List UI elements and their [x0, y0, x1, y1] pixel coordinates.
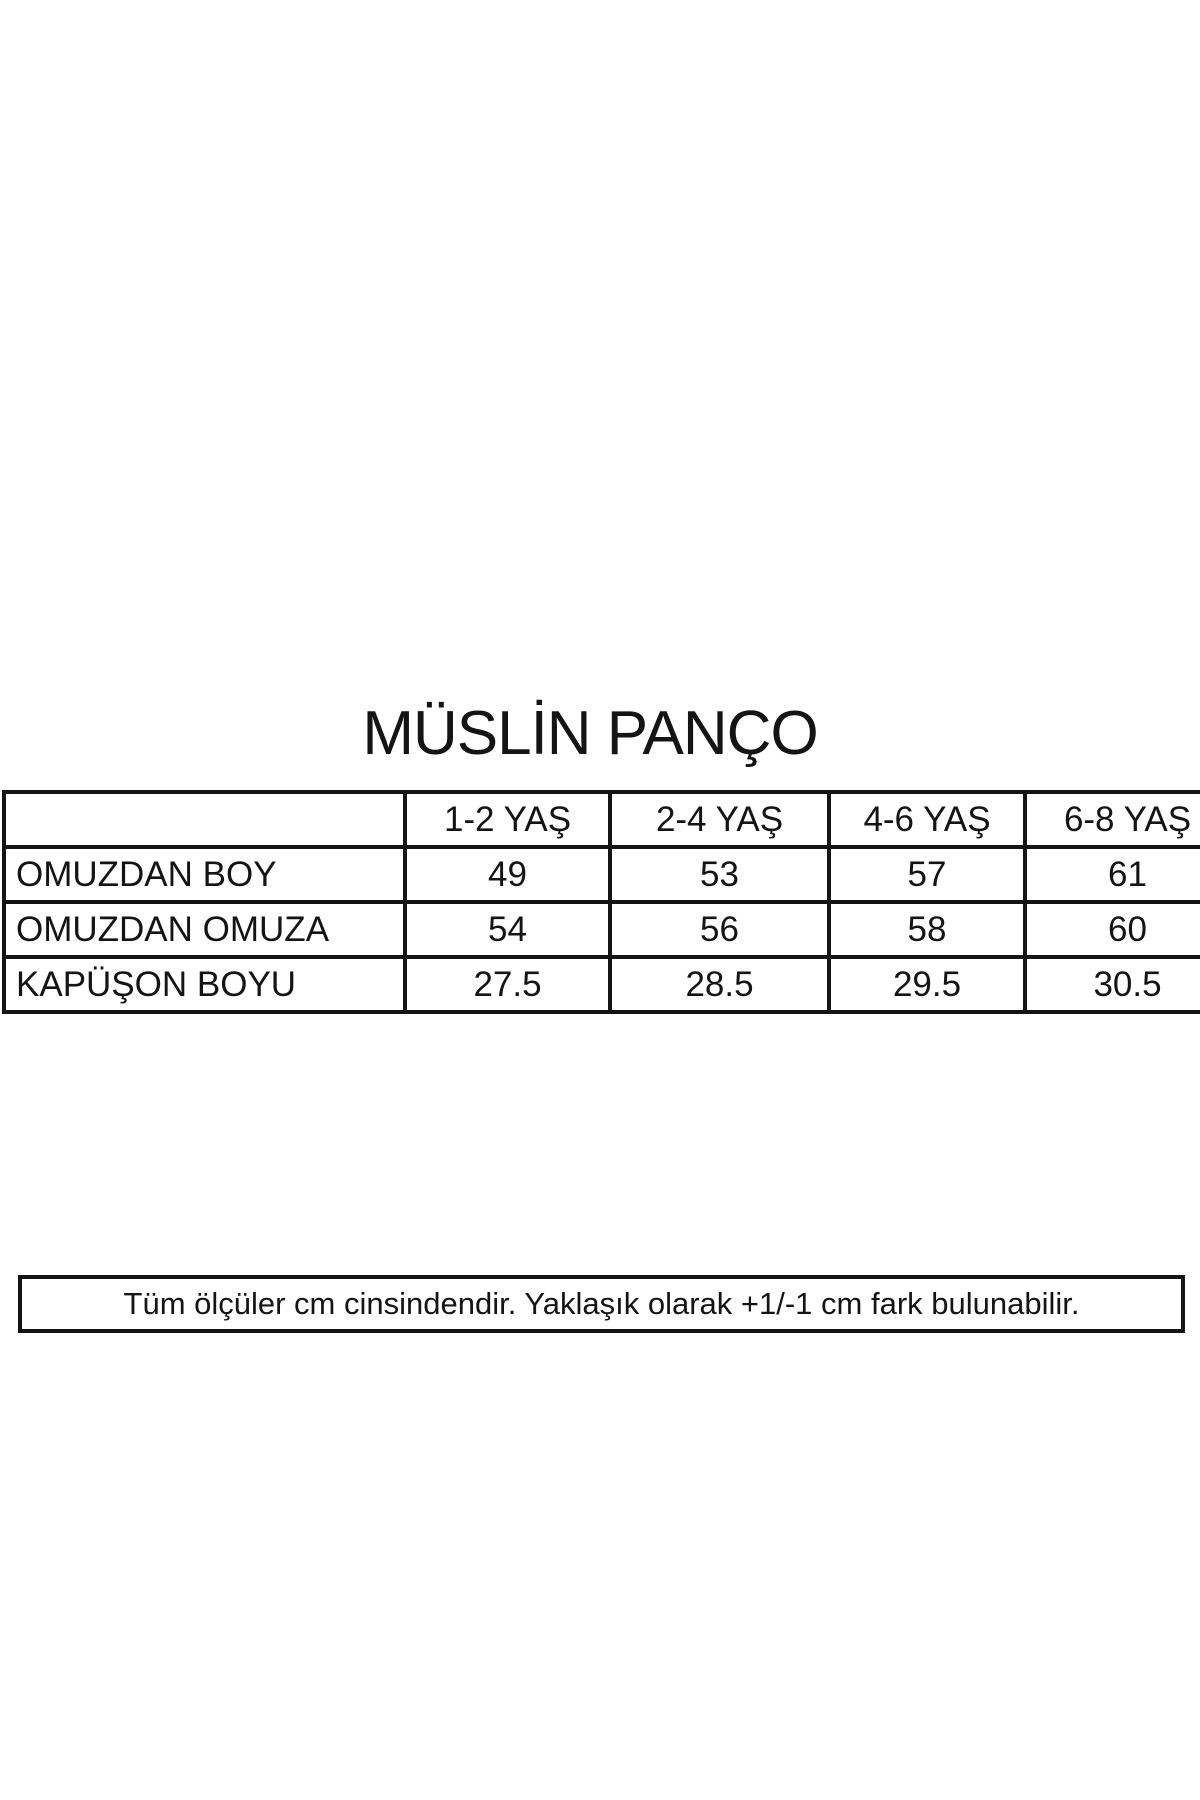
column-header-1-2-yaş: 1-2 YAŞ — [405, 792, 610, 847]
row-label: KAPÜŞON BOYU — [4, 957, 405, 1012]
row-label: OMUZDAN OMUZA — [4, 902, 405, 957]
size-chart-table — [2, 790, 1200, 1014]
table-row — [4, 957, 1200, 1012]
table-row — [4, 902, 1200, 957]
header-row — [4, 792, 1200, 847]
measurement-note-box — [18, 1275, 1185, 1333]
size-chart-body — [4, 847, 1200, 1012]
page-title: MÜSLİN PANÇO — [362, 699, 818, 768]
measurement-value: 29.5 — [829, 957, 1025, 1012]
row-label: OMUZDAN BOY — [4, 847, 405, 902]
corner-cell — [4, 792, 405, 847]
measurement-value: 61 — [1025, 847, 1200, 902]
measurement-value: 53 — [610, 847, 829, 902]
measurement-value: 30.5 — [1025, 957, 1200, 1012]
column-header-6-8-yaş: 6-8 YAŞ — [1025, 792, 1200, 847]
measurement-value: 58 — [829, 902, 1025, 957]
column-header-2-4-yaş: 2-4 YAŞ — [610, 792, 829, 847]
measurement-value: 28.5 — [610, 957, 829, 1012]
size-chart-header — [4, 792, 1200, 847]
measurement-value: 60 — [1025, 902, 1200, 957]
measurement-value: 54 — [405, 902, 610, 957]
measurement-value: 57 — [829, 847, 1025, 902]
measurement-value: 27.5 — [405, 957, 610, 1012]
measurement-value: 49 — [405, 847, 610, 902]
measurement-value: 56 — [610, 902, 829, 957]
measurement-note-text: Tüm ölçüler cm cinsindendir. Yaklaşık olarak +1/-1 cm fark bulunabilir. — [123, 1286, 1080, 1321]
column-header-4-6-yaş: 4-6 YAŞ — [829, 792, 1025, 847]
table-row — [4, 847, 1200, 902]
